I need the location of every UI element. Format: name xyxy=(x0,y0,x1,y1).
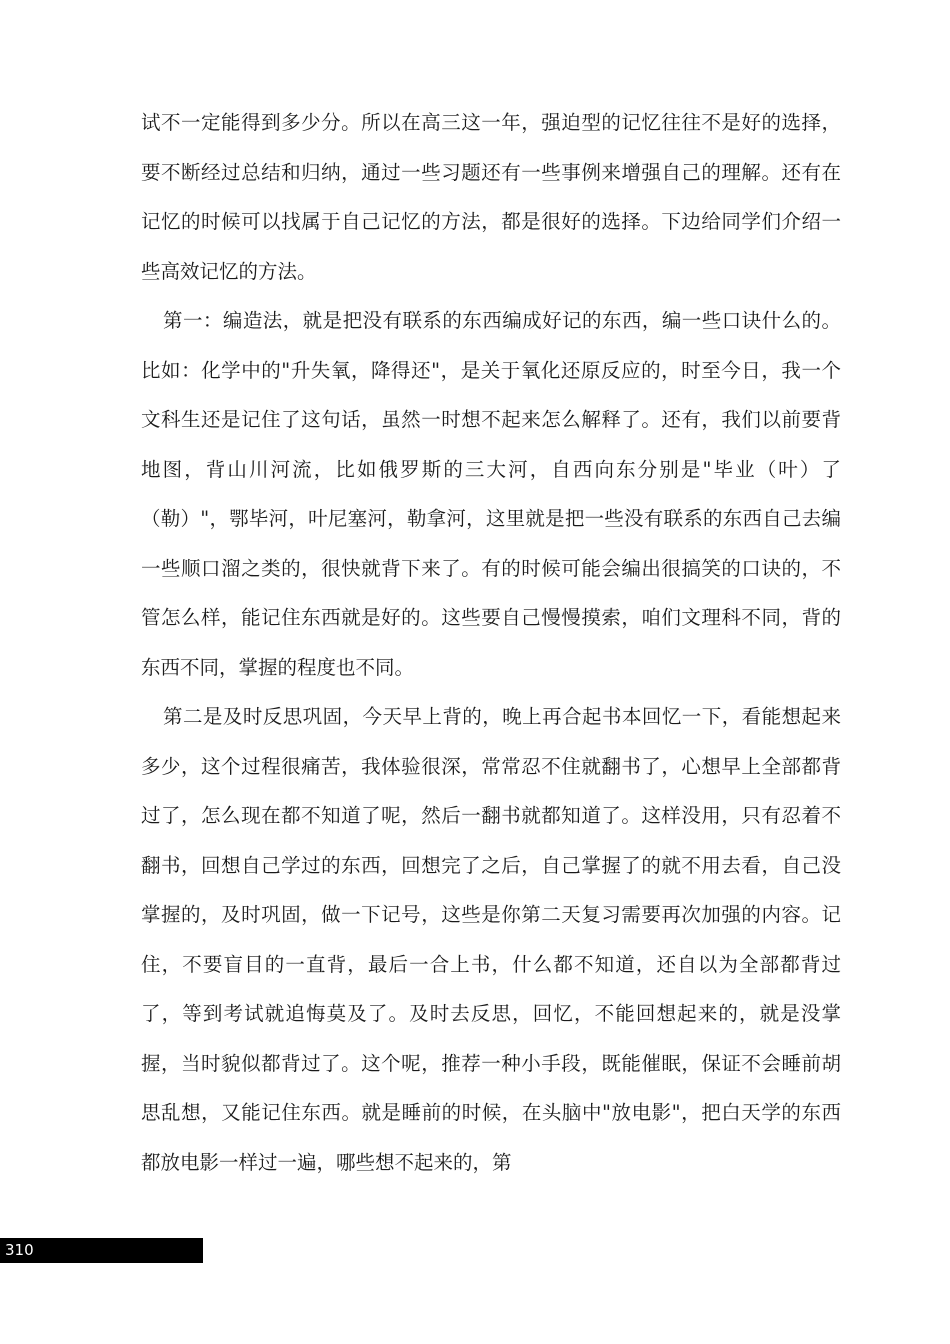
paragraph-method-two: 第二是及时反思巩固，今天早上背的，晚上再合起书本回忆一下，看能想起来多少，这个过程很痛苦，我体验很深，常常忍不住就翻书了，心想早上全部都背过了，怎么现在都不知道了呢，然后一翻书就都知道了。这样没用，只有忍着不翻书，回想自己学过的东西，回想完了之后，自己掌握了的就不用去看，自己没掌握的，及时巩固，做一下记号，这些是你第二天复习需要再次加强的内容。记住，不要盲目的一直背，最后一合上书，什么都不知道，还自以为全部都背过了，等到考试就追悔莫及了。及时去反思，回忆，不能回想起来的，就是没掌握，当时貌似都背过了。这个呢，推荐一种小手段，既能催眠，保证不会睡前胡思乱想，又能记住东西。就是睡前的时候，在头脑中"放电影"，把白天学的东西都放电影一样过一遍，哪些想不起来的，第 xyxy=(141,705,841,1174)
paragraph-intro: 试不一定能得到多少分。所以在高三这一年，强迫型的记忆往往不是好的选择，要不断经过总结和归纳，通过一些习题还有一些事例来增强自己的理解。还有在记忆的时候可以找属于自己记忆的方法，都是很好的选择。下边给同学们介绍一些高效记忆的方法。 xyxy=(141,111,841,283)
page-number-bar xyxy=(0,1238,203,1263)
page-number: 310 xyxy=(5,1241,34,1259)
paragraph-method-one: 第一：编造法，就是把没有联系的东西编成好记的东西，编一些口诀什么的。比如：化学中的"升失氧，降得还"，是关于氧化还原反应的，时至今日，我一个文科生还是记住了这句话，虽然一时想不起来怎么解释了。还有，我们以前要背地图，背山川河流，比如俄罗斯的三大河，自西向东分别是"毕业（叶）了（勒）"，鄂毕河，叶尼塞河，勒拿河，这里就是把一些没有联系的东西自己去编一些顺口溜之类的，很快就背下来了。有的时候可能会编出很搞笑的口诀的，不管怎么样，能记住东西就是好的。这些要自己慢慢摸索，咱们文理科不同，背的东西不同，掌握的程度也不同。 xyxy=(141,309,841,679)
document-body xyxy=(141,98,841,1187)
